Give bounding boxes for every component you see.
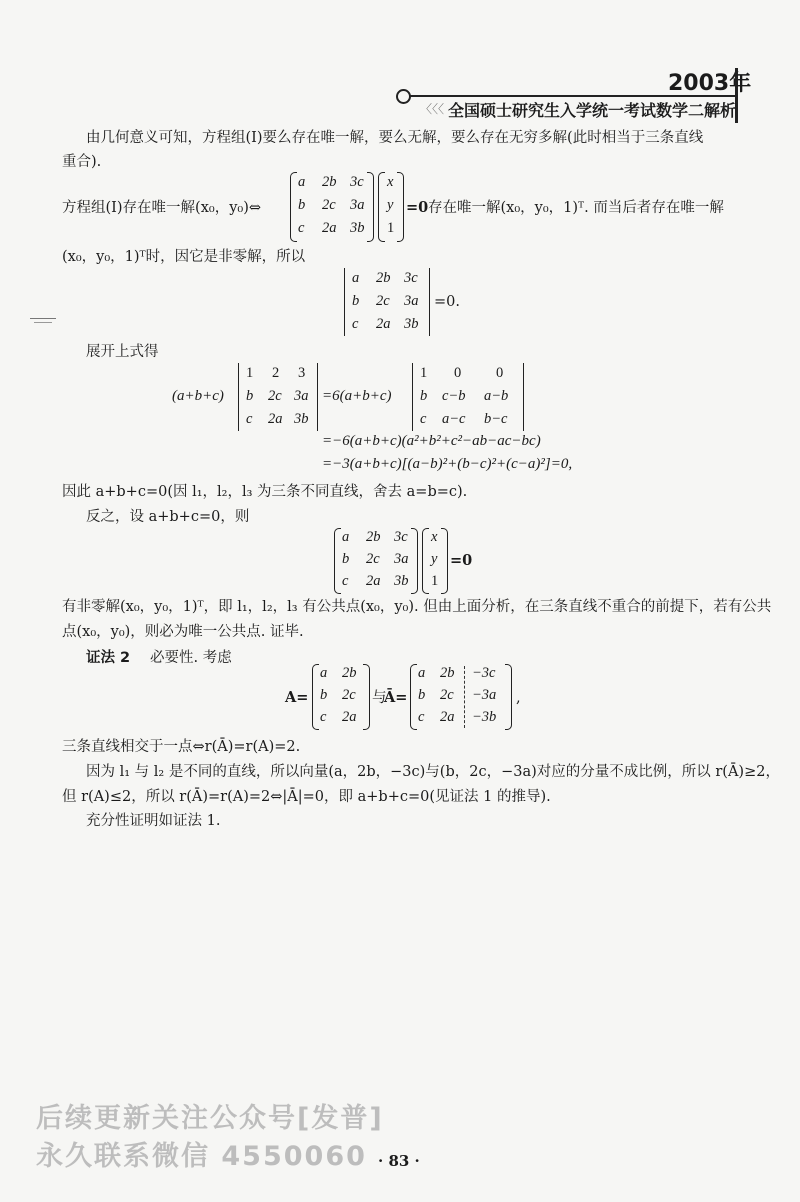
scan-mark (30, 318, 56, 319)
matrix-entry: a (352, 270, 360, 286)
vector-xy1 (422, 528, 448, 594)
matrix-entry: a (320, 665, 328, 681)
matrix-entry: 1 (246, 365, 254, 381)
matrix-entry: b (418, 687, 426, 703)
matrix-entry: a (418, 665, 426, 681)
matrix-entry: 3a (294, 388, 309, 404)
matrix-entry: c (418, 709, 425, 725)
matrix-entry: 2b (366, 529, 381, 545)
matrix-entry: −3c (472, 665, 496, 681)
matrix-entry: c (246, 411, 253, 427)
matrix-entry: a−c (442, 411, 466, 427)
matrix-entry: b (246, 388, 254, 404)
vector-entry: y (431, 551, 438, 567)
watermark-line: 后续更新关注公众号[发普] (36, 1103, 384, 1134)
matrix-entry: 2 (272, 365, 280, 381)
matrix-entry: 3b (294, 411, 309, 427)
augment-divider (464, 666, 465, 728)
matrix-entry: b (420, 388, 428, 404)
expand-line: =−3(a+b+c)[(a−b)²+(b−c)²+(c−a)²]=0, (322, 456, 573, 472)
matrix-entry: a−b (484, 388, 509, 404)
equals-zero: =0 (406, 199, 429, 216)
matrix-entry: 3a (394, 551, 409, 567)
coef-matrix (290, 172, 374, 242)
paragraph-line: 存在唯一解(x₀，y₀，1)ᵀ. 而当后者存在唯一解 (428, 200, 724, 216)
matrix-entry: 3c (394, 529, 408, 545)
header-rule (404, 95, 736, 97)
expand-label: 展开上式得 (86, 344, 159, 360)
header-year: 2003年 (668, 71, 752, 96)
matrix-entry: 2b (342, 665, 357, 681)
matrix-entry: 2b (376, 270, 391, 286)
matrix-entry: 2c (440, 687, 454, 703)
matrix-entry: b (320, 687, 328, 703)
matrix-entry: b (298, 197, 306, 213)
paragraph-line: 三条直线相交于一点⇔r(Ā)=r(A)=2. (62, 739, 301, 755)
matrix-entry: c (342, 573, 349, 589)
expand-equation: =6(a+b+c) (322, 388, 392, 404)
vector-entry: 1 (431, 573, 439, 589)
matrix-entry: 2c (366, 551, 380, 567)
paragraph-line: 点(x₀，y₀)，则必为唯一公共点. 证毕. (62, 624, 304, 640)
proof2-text: 必要性. 考虑 (150, 650, 232, 666)
yu-text: 与 (372, 690, 387, 706)
matrix-entry: 3a (350, 197, 365, 213)
matrix-entry: 3c (350, 174, 364, 190)
matrix-entry: 1 (420, 365, 428, 381)
comma: , (516, 690, 521, 706)
paragraph-line: 有非零解(x₀，y₀，1)ᵀ，即 l₁，l₂，l₃ 有公共点(x₀，y₀). 但由上面分析，在三条直线不重合的前提下，若有公共 (62, 599, 772, 615)
page-number: · 83 · (378, 1152, 420, 1170)
matrix-entry: c (420, 411, 427, 427)
matrix-entry: 3a (404, 293, 419, 309)
matrix-Abar (410, 664, 512, 730)
matrix-entry: 2c (268, 388, 282, 404)
matrix-entry: c (298, 220, 305, 236)
header-title: 全国硕士研究生入学统一考试数学二解析 (448, 101, 737, 120)
paragraph-line: 因为 l₁ 与 l₂ 是不同的直线，所以向量(a，2b，−3c)与(b，2c，−3a)对应的分量不成比例，所以 r(Ā)≥2， (86, 764, 780, 780)
matrix-entry: 2c (376, 293, 390, 309)
matrix-entry: c (320, 709, 327, 725)
matrix-entry: 2c (342, 687, 356, 703)
matrix-entry: b (352, 293, 360, 309)
matrix-entry: 2b (440, 665, 455, 681)
proof2-label: 证法 2 (86, 650, 131, 666)
matrix-entry: a (298, 174, 306, 190)
vector-entry: y (387, 197, 394, 213)
equals-zero: =0. (434, 294, 460, 310)
matrix-entry: 2b (322, 174, 337, 190)
matrix-entry: 2c (322, 197, 336, 213)
matrix-entry: 3b (404, 316, 419, 332)
expand-prefix: (a+b+c) (172, 388, 224, 404)
paragraph-line: (x₀，y₀，1)ᵀ时，因它是非零解，所以 (62, 249, 306, 265)
matrix-entry: −3a (472, 687, 497, 703)
matrix-entry: 3c (404, 270, 418, 286)
header-circle-icon (396, 89, 411, 104)
matrix-entry: −3b (472, 709, 497, 725)
header-arrows-icon: 〈〈〈 (420, 102, 445, 116)
paragraph-line: 方程组(Ⅰ)存在唯一解(x₀，y₀)⇔ (62, 200, 261, 216)
matrix-entry: 2a (376, 316, 391, 332)
expand-line: =−6(a+b+c)(a²+b²+c²−ab−ac−bc) (322, 433, 541, 449)
matrix-entry: a (342, 529, 350, 545)
matrix-entry: c (352, 316, 359, 332)
determinant-ones (238, 363, 318, 431)
matrix-entry: 2a (268, 411, 283, 427)
scan-mark (34, 322, 52, 323)
determinant-reduced (412, 363, 524, 431)
coef-matrix (334, 528, 418, 594)
matrix-entry: 0 (454, 365, 462, 381)
determinant (344, 268, 430, 336)
matrix-Abar-label: Ā= (384, 689, 408, 706)
paragraph-line: 由几何意义可知，方程组(Ⅰ)要么存在唯一解，要么无解，要么存在无穷多解(此时相当于三条直线 (86, 130, 704, 146)
watermark-line: 永久联系微信 4550060 (36, 1141, 367, 1172)
paragraph-line: 但 r(A)≤2，所以 r(Ā)=r(A)=2⇔|Ā|=0，即 a+b+c=0(见证法 1 的推导). (62, 789, 551, 805)
matrix-entry: b−c (484, 411, 508, 427)
matrix-entry: 2a (366, 573, 381, 589)
matrix-entry: 3 (298, 365, 306, 381)
equals-zero: =0 (450, 552, 473, 569)
matrix-entry: 2a (322, 220, 337, 236)
paragraph-line: 因此 a+b+c=0(因 l₁，l₂，l₃ 为三条不同直线，舍去 a=b=c). (62, 484, 468, 500)
vector-entry: x (387, 174, 394, 190)
matrix-entry: b (342, 551, 350, 567)
matrix-entry: 2a (440, 709, 455, 725)
matrix-A-label: A= (285, 689, 309, 706)
matrix-entry: 3b (350, 220, 365, 236)
vector-entry: x (431, 529, 438, 545)
matrix-entry: c−b (442, 388, 466, 404)
matrix-entry: 2a (342, 709, 357, 725)
matrix-entry: 0 (496, 365, 504, 381)
paragraph-line: 反之，设 a+b+c=0，则 (86, 509, 250, 525)
vector-entry: 1 (387, 220, 395, 236)
paragraph-line: 重合). (62, 154, 102, 170)
paragraph-line: 充分性证明如证法 1. (86, 813, 221, 829)
matrix-A (312, 664, 370, 730)
matrix-entry: 3b (394, 573, 409, 589)
vector-xy1 (378, 172, 404, 242)
